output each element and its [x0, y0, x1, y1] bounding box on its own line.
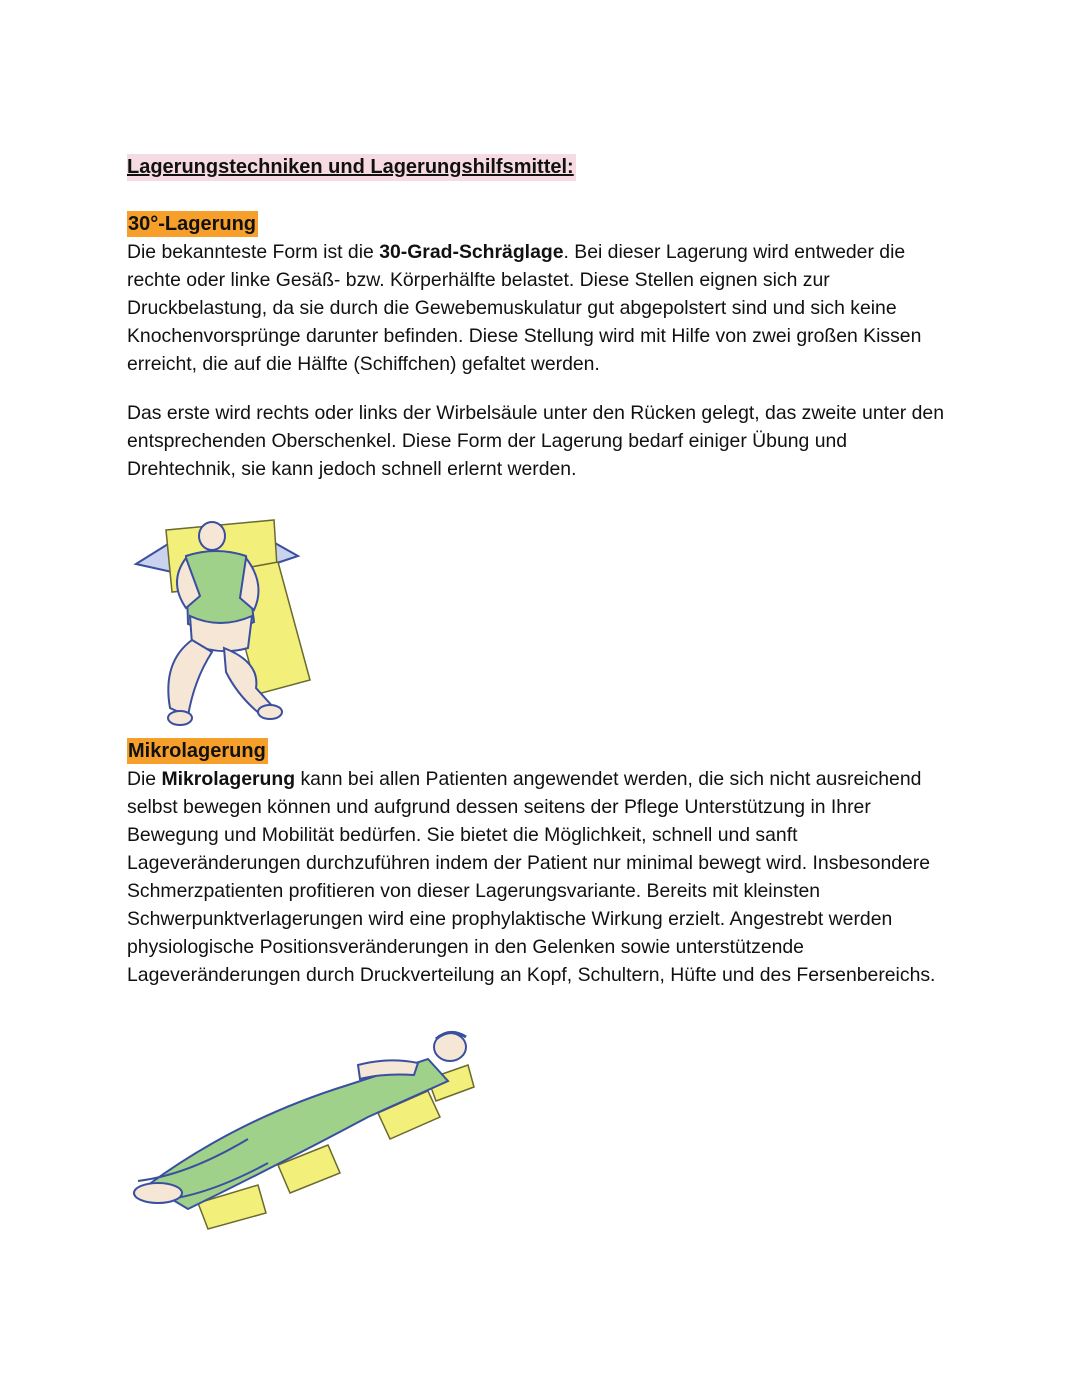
paragraph-mikrolagerung: Die Mikrolagerung kann bei allen Patienten angewendet werden, die sich nicht ausreichend selbst bewegen können und aufgrund dessen seitens der Pflege Unterstützung in Ihrer Bewegung und Mobilität bedürfen. Sie bietet die Möglichkeit, schnell und sanft Lageveränderungen durchzuführen indem der Patient nur minimal bewegt wird. Insbesondere Schmerzpatienten profitieren von dieser Lagerungsvariante. Bereits mit kleinsten Schwerpunktverlagerungen wird eine prophylaktische Wirkung erzielt. Angestrebt werden physiologische Positionsveränderungen in den Gelenken sowie unterstützende Lageveränderungen durch Druckverteilung an Kopf, Schultern, Hüfte und des Fersenbereichs.: [127, 768, 936, 986]
section-heading-30-lagerung: 30°-Lagerung: [128, 213, 257, 235]
section-heading-mikrolagerung: Mikrolagerung: [128, 740, 266, 762]
page-title: Lagerungstechniken und Lagerungshilfsmittel:: [127, 154, 576, 181]
paragraph-30-lagerung-intro: Die bekannteste Form ist die 30-Grad-Schräglage. Bei dieser Lagerung wird entweder die rechte oder linke Gesäß- bzw. Körperhälfte belastet. Diese Stellen eignen sich zur Druckbelastung, da sie durch die Gewebemuskulatur gut abgepolstert sind und sich keine Knochenvorsprünge darunter befinden. Diese Stellung wird mit Hilfe von zwei großen Kissen erreicht, die auf die Hälfte (Schiffchen) gefaltet werden.: [127, 241, 922, 375]
illustration-30-grad-lagerung: [128, 512, 318, 734]
paragraph-30-lagerung-detail: Das erste wird rechts oder links der Wirbelsäule unter den Rücken gelegt, das zweite unter den entsprechenden Oberschenkel. Diese Form der Lagerung bedarf einiger Übung und Drehtechnik, sie kann jedoch schnell erlernt werden.: [127, 402, 944, 480]
illustration-mikrolagerung: [128, 1025, 478, 1240]
bold-term-mikrolagerung: Mikrolagerung: [161, 768, 296, 790]
bold-term-30-grad: 30-Grad-Schräglage: [379, 241, 564, 263]
